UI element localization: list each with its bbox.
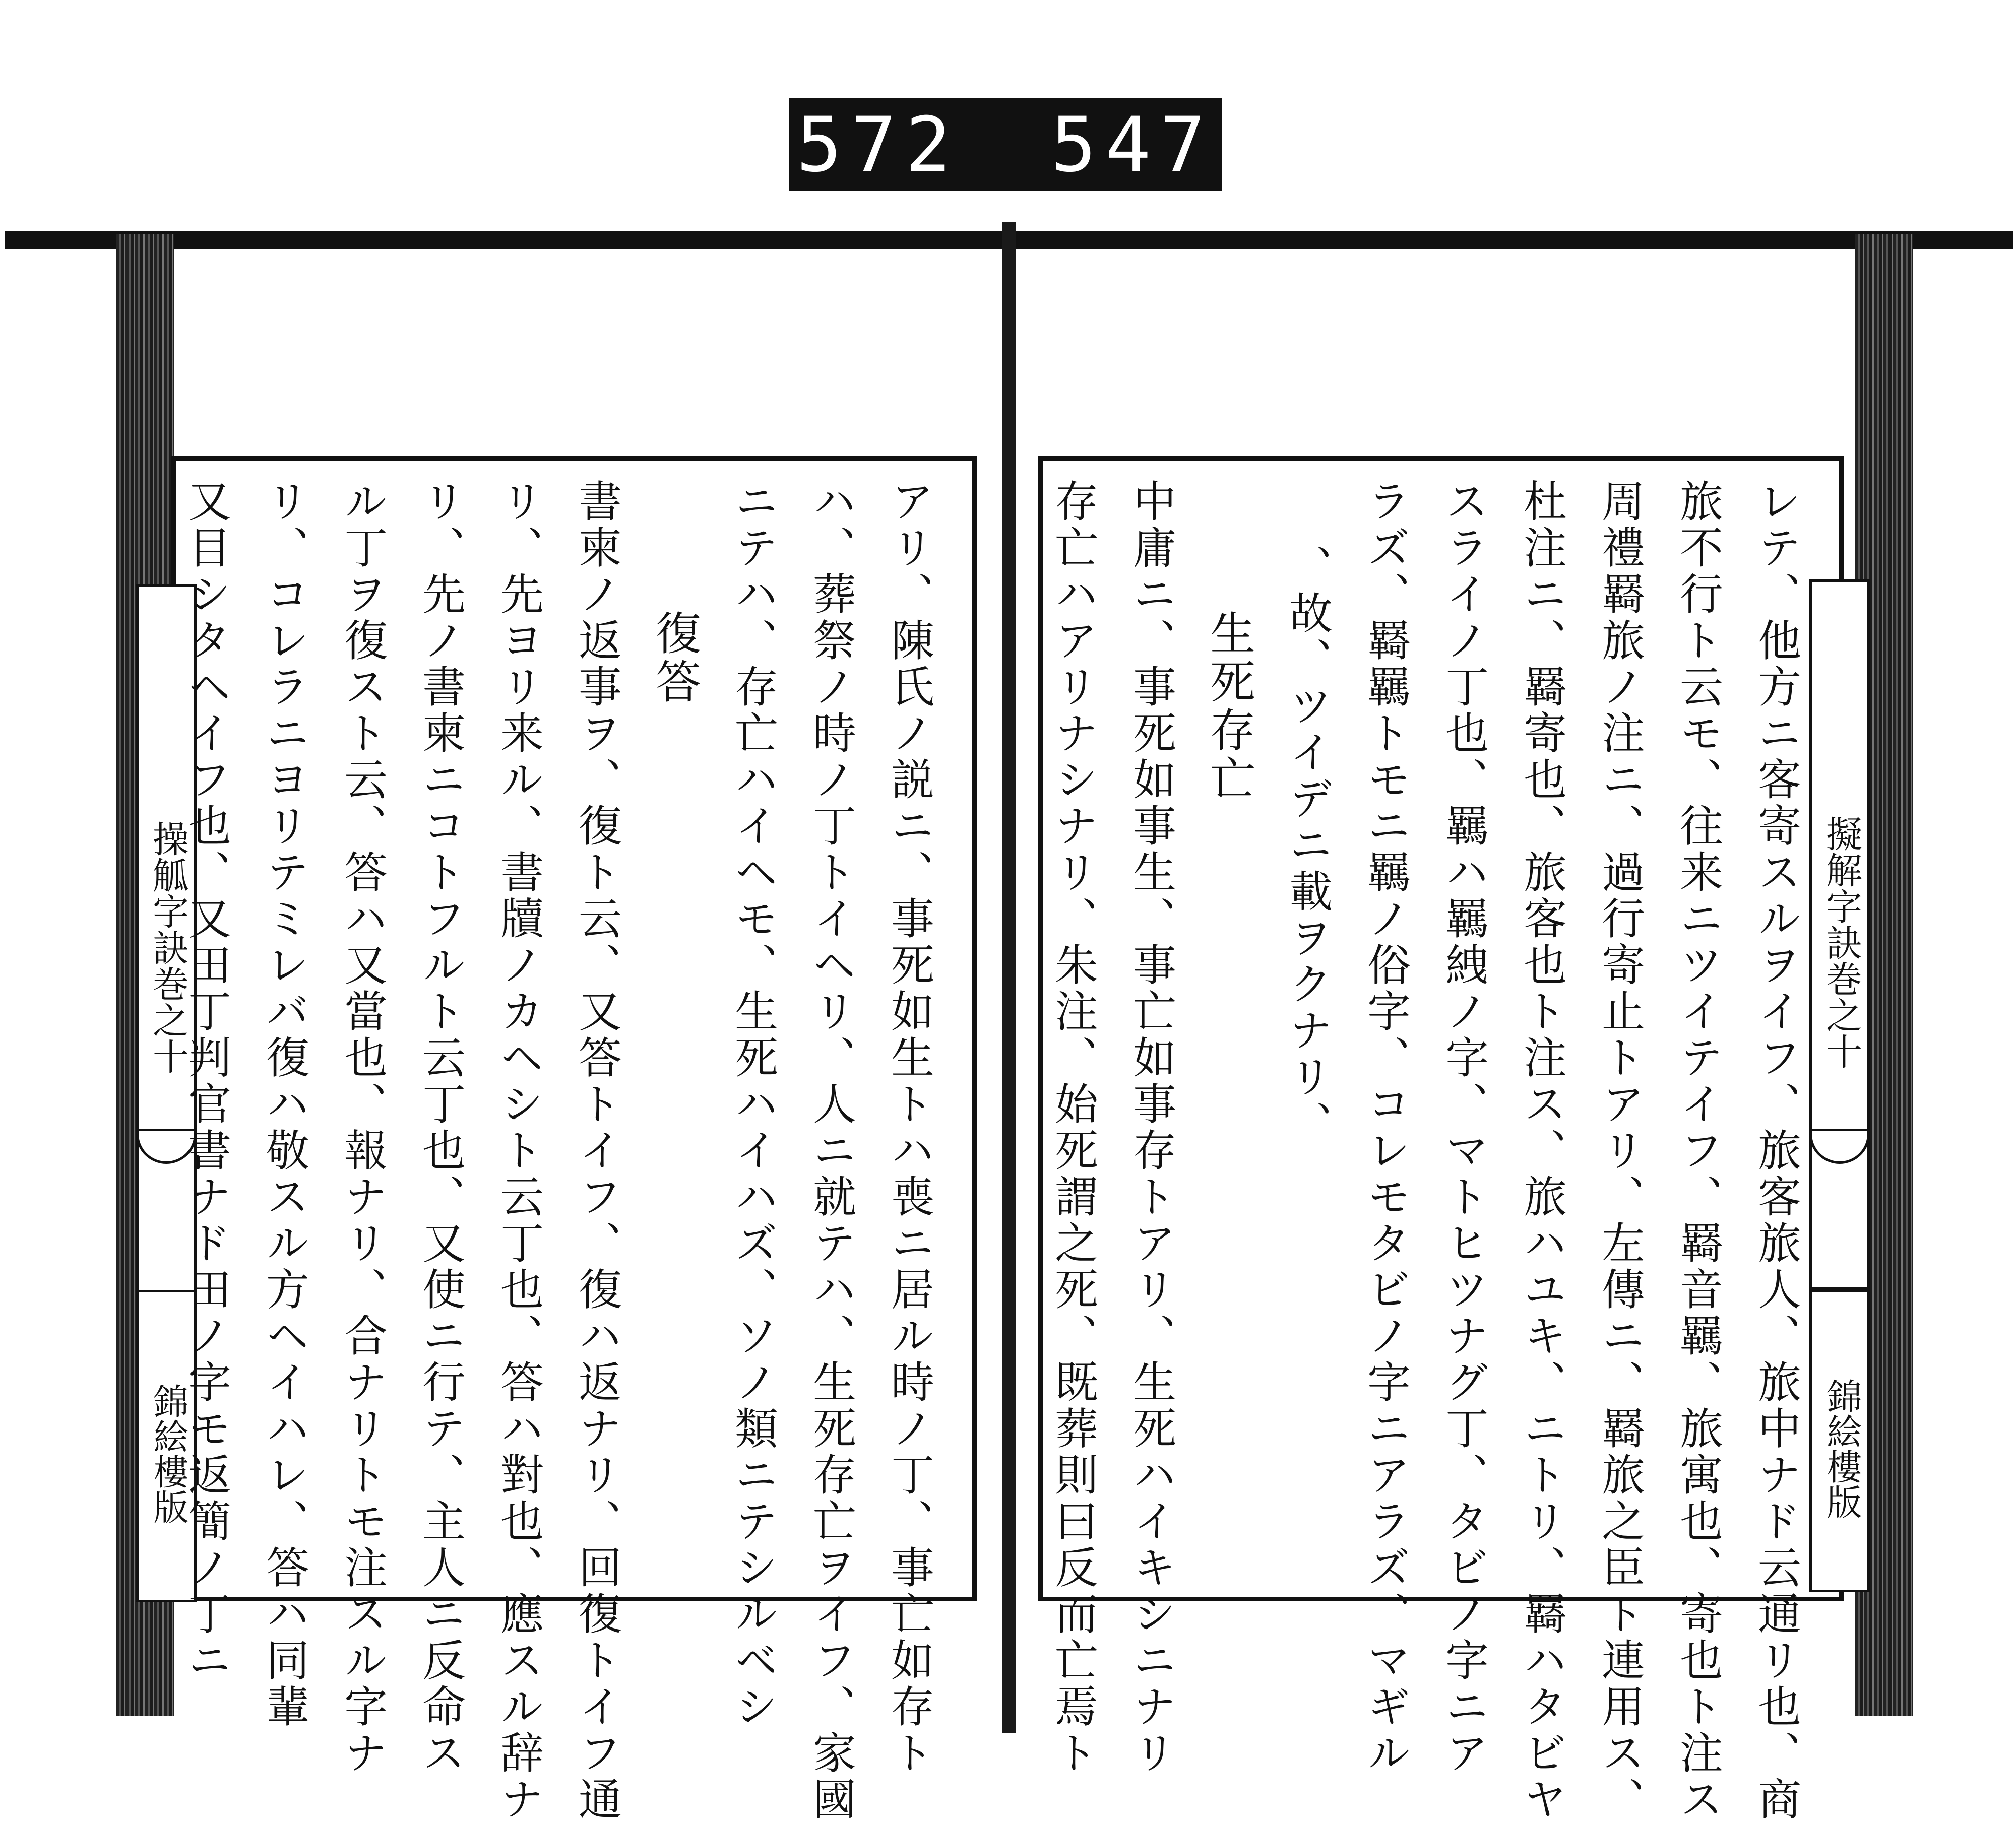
right-page-text [1047, 479, 1814, 1823]
text-column: アリ、陳氏ノ説ニ、事死如生トハ喪ニ居ル時ノ丁、事亡如存ト [884, 479, 934, 1777]
left-running-title: 操觚字訣巻之十 [136, 584, 197, 1295]
left-lower-margin: 錦絵樓版 [136, 1290, 197, 1602]
book-spine [1002, 222, 1016, 1733]
section-heading: 復答 [648, 610, 701, 706]
text-column: 存亡ハアリナシナリ、朱注、始死謂之死、既葬則曰反而亡焉ト [1047, 479, 1098, 1777]
text-column: 書柬ノ返事ヲ、復ト云、又答トイフ、復ハ返ナリ、回復トイフ通 [571, 479, 621, 1823]
frame-number-right: 547 [1051, 101, 1215, 189]
text-column: ル丁ヲ復スト云、答ハ又當也、報ナリ、合ナリトモ注スル字ナ [337, 479, 387, 1777]
text-column: ニテハ、存亡ハイヘモ、生死ハイハズ、ソノ類ニテシルベシ [727, 479, 778, 1730]
text-column: 旅不行ト云モ、往来ニツイテイフ、羇音羈、旅寓也、寄也ト注ス [1672, 479, 1723, 1823]
text-column: 杜注ニ、羇寄也、旅客也ト注ス、旅ハユキ、ニトリ、羇ハタビヤ [1516, 479, 1566, 1823]
text-column: スライノ丁也、羈ハ羈絏ノ字、マトヒツナグ丁、タビノ字ニア [1438, 479, 1488, 1777]
text-column: 周禮羇旅ノ注ニ、過行寄止トアリ、左傳ニ、羇旅之臣ト連用ス、 [1594, 479, 1645, 1823]
left-page-text [180, 479, 948, 1823]
frame-number-left: 572 [796, 101, 960, 189]
text-column: 、故、ツイデニ載ヲクナリ、 [1282, 544, 1332, 1147]
right-lower-margin: 錦絵樓版 [1809, 1290, 1870, 1592]
text-column: 中庸ニ、事死如事生、事亡如事存トアリ、生死ハイキシニナリ [1125, 479, 1176, 1777]
text-column: ハ、葬祭ノ時ノ丁トイヘリ、人ニ就テハ、生死存亡ヲイフ、家國 [805, 479, 856, 1823]
frame-number-label [789, 98, 1222, 191]
right-running-title: 擬解字訣巻之十 [1809, 579, 1870, 1290]
text-column: ラズ、羇羈トモニ羈ノ俗字、コレモタビノ字ニアラズ、マギル [1360, 479, 1410, 1777]
text-column: 又目シタヘイフ也、又田丁判官書ナド田ノ字モ返簡ノ丁ニ [180, 479, 231, 1684]
text-column: リ、コレラニヨリテミレバ復ハ敬スル方ヘイハレ、答ハ同輩 [259, 479, 309, 1730]
text-column: リ、先ヨリ来ル、書牘ノカヘシト云丁也、答ハ對也、應スル辞ナ [493, 479, 543, 1823]
text-column: レテ、他方ニ客寄スルヲイフ、旅客旅人、旅中ナド云通リ也、商 [1750, 479, 1801, 1823]
text-column: リ、先ノ書柬ニコトフルト云丁也、又使ニ行テ、主人ニ反命ス [415, 479, 465, 1777]
section-heading: 生死存亡 [1202, 610, 1255, 803]
